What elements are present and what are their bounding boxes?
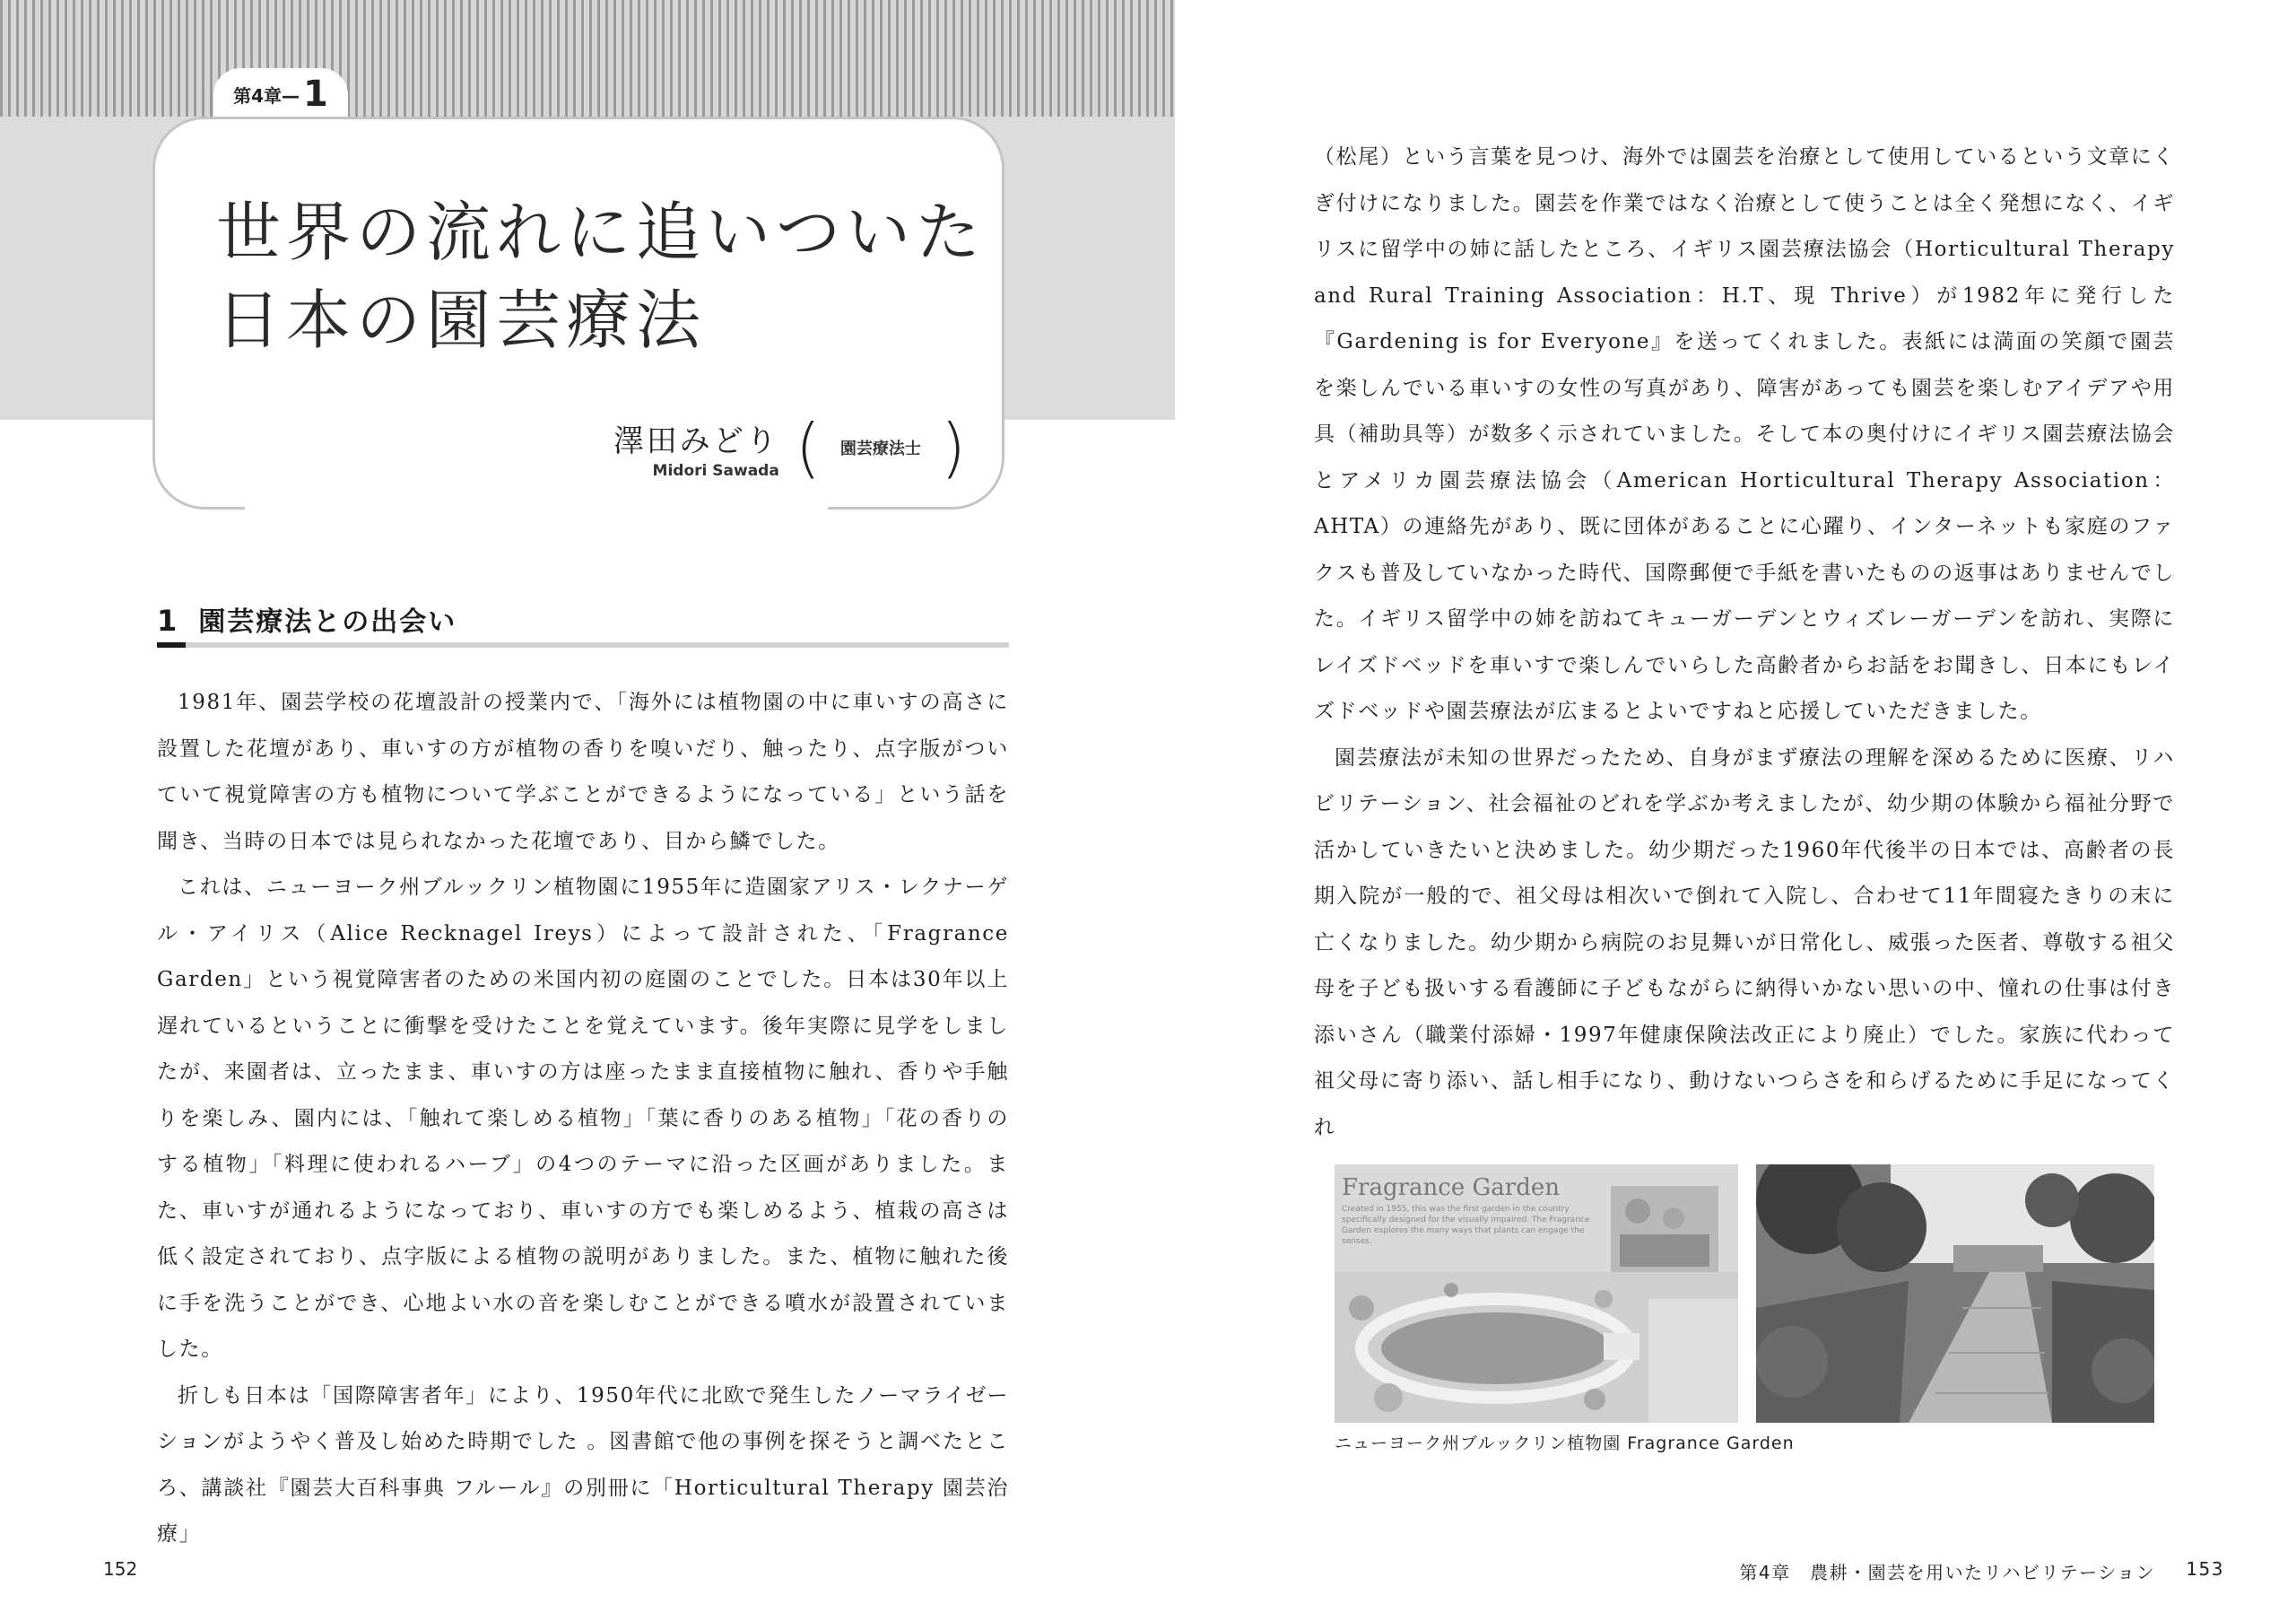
- author-name-roman: Midori Sawada: [652, 461, 779, 480]
- section-rule: [157, 642, 1009, 648]
- paragraph: 折しも日本は「国際障害者年」により、1950年代に北欧で発生したノーマライゼーションがようやく普及し始めた時期でした 。図書館で他の事例を探そうと調べたところ、講談社『園芸大百科事典 フルール』の別冊に「Horticultural Therapy 園芸治療」: [157, 1383, 1009, 1546]
- sign-text: Created in 1955, this was the first garden in the country specifically designed for the visually impaired. The Fragrance Garden explores the many ways that plants can engage the senses.: [1342, 1205, 1590, 1246]
- author-block: [613, 410, 966, 485]
- paragraph: 1981年、園芸学校の花壇設計の授業内で、「海外には植物園の中に車いすの高さに設置した花壇があり、車いすの方が植物の香りを嗅いだり、触ったり、点字版がついていて視覚障害の方も植物について学ぶことができるようになっている」という話を聞き、当時の日本では見られなかった花壇であり、目から鱗でした。: [157, 691, 1009, 853]
- left-body-text: [157, 680, 1009, 1558]
- right-body-text: [1314, 135, 2175, 1151]
- chapter-label: 第4章—: [233, 84, 300, 107]
- photo-caption: ニューヨーク州ブルックリン植物園 Fragrance Garden: [1335, 1434, 1795, 1453]
- section-heading: [157, 599, 457, 639]
- title-line-2: 日本の園芸療法: [216, 283, 707, 358]
- header-stripe-band: [0, 0, 1175, 117]
- title-card-bottom-gap: [245, 502, 828, 511]
- running-footer-title: 第4章 農耕・園芸を用いたリハビリテーション: [1739, 1562, 2156, 1583]
- photo-garden-path: [1756, 1164, 2154, 1423]
- paragraph: 園芸療法が未知の世界だったため、自身がまず療法の理解を深めるために医療、リハビリテーション、社会福祉のどれを学ぶか考えましたが、幼少期の体験から福祉分野で活かしていきたいと決めました。幼少期だった1960年代後半の日本では、高齢者の長期入院が一般的で、祖父母は相次いで倒れて入院し、合わせて11年間寝たきりの末に亡くなりました。幼少期から病院のお見舞いが日常化し、威張った医者、尊敬する祖父母を子ども扱いする看護師に子どもながらに納得いかない思いの中、憧れの仕事は付き添いさん（職業付添婦・1997年健康保険法改正により廃止）でした。家族に代わって祖父母に寄り添い、話し相手になり、動けないつらさを和らげるために手足になってくれ: [1314, 745, 2175, 1139]
- section-rule-accent: [157, 642, 186, 648]
- close-parenthesis: ): [940, 410, 966, 485]
- title-card: [152, 117, 1004, 510]
- page-number-left: 152: [103, 1558, 138, 1580]
- chapter-tab: [213, 68, 348, 120]
- author-name: 澤田みどり: [613, 423, 779, 459]
- open-parenthesis: (: [795, 410, 821, 485]
- section-number: 1: [157, 604, 178, 638]
- paragraph: これは、ニューヨーク州ブルックリン植物園に1955年に造園家アリス・レクナーゲル・アイリス（Alice Recknagel Ireys）によって設計された、「Fragrance Garden」という視覚障害者のための米国内初の庭園のことでした。日本は30年以上遅れているということに衝撃を受けたことを覚えています。後年実際に見学をしましたが、来園者は、立ったまま、車いすの方は座ったまま直接植物に触れ、香りや手触りを楽しみ、園内には、「触れて楽しめる植物」「葉に香りのある植物」「花の香りのする植物」「料理に使われるハーブ」の4つのテーマに沿った区画がありました。また、車いすが通れるようになっており、車いすの方でも楽しめるよう、植栽の高さは低く設定されており、点字版による植物の説明がありました。また、植物に触れた後に手を洗うことができ、心地よい水の音を楽しむことができる噴水が設置されていました。: [157, 876, 1009, 1361]
- sign-title: Fragrance Garden: [1342, 1174, 1560, 1201]
- title-line-1: 世界の流れに追いついた: [216, 195, 987, 270]
- chapter-number: 1: [303, 74, 328, 115]
- paragraph: （松尾）という言葉を見つけ、海外では園芸を治療として使用しているという文章にくぎ付けになりました。園芸を作業ではなく治療として使うことは全く発想になく、イギリスに留学中の姉に話したところ、イギリス園芸療法協会（Horticultural Therapy and Rural Training Association：H.T、現 Thrive）が1982年に発行した『Gardening is for Everyone』を送ってくれました。表紙には満面の笑顔で園芸を楽しんでいる車いすの女性の写真があり、障害があっても園芸を楽しむアイデアや用具（補助具等）が数多く示されていました。そして本の奥付けにイギリス園芸療法協会とアメリカ園芸療法協会（American Horticultural Therapy Association：AHTA）の連絡先があり、既に団体があることに心躍り、インターネットも家庭のファクスも普及していなかった時代、国際郵便で手紙を書いたものの返事はありませんでした。イギリス留学中の姉を訪ねてキューガーデンとウィズレーガーデンを訪れ、実際にレイズドベッドを車いすで楽しんでいらした高齢者からお話をお聞きし、日本にもレイズドベッドや園芸療法が広まるとよいですねと応援していただきました。: [1314, 145, 2175, 723]
- page-number-right: 153: [2186, 1558, 2224, 1580]
- running-footer-right: [1739, 1558, 2224, 1584]
- photo-fragrance-garden-sign: [1335, 1164, 1738, 1423]
- section-title: 園芸療法との出会い: [198, 606, 457, 638]
- author-affiliation: 園芸療法士: [839, 440, 921, 458]
